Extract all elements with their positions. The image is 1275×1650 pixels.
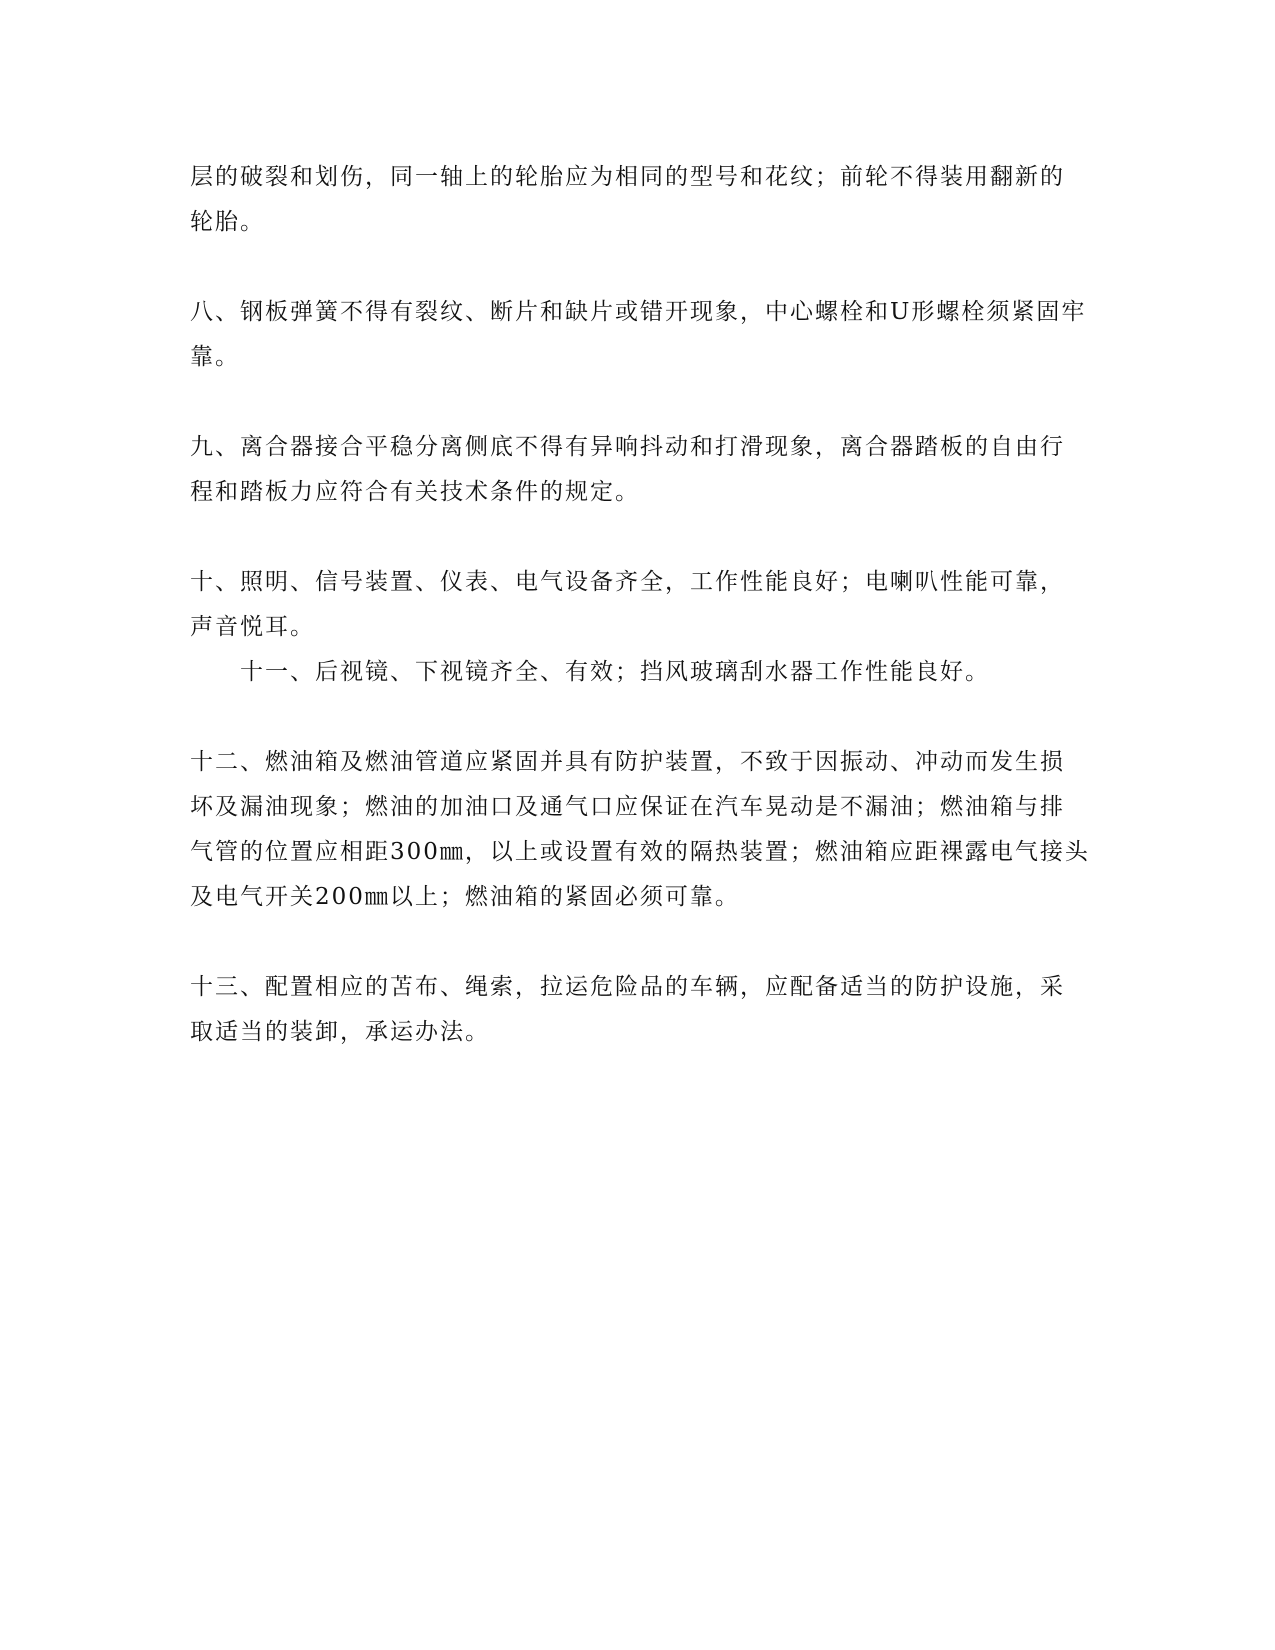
text-line: 靠。 [190,344,240,370]
text-line: 十一、后视镜、下视镜齐全、有效；挡风玻璃刮水器工作性能良好。 [240,659,990,685]
text-line: 坏及漏油现象；燃油的加油口及通气口应保证在汽车晃动是不漏油；燃油箱与排 [190,794,1065,820]
text-line: 声音悦耳。 [190,614,315,640]
paragraph-tire-requirements [190,155,1090,245]
paragraph-spacer [190,515,1090,560]
paragraph-item-9-clutch [190,425,1090,515]
document-body [190,155,1090,1055]
text-line: 及电气开关200㎜以上；燃油箱的紧固必须可靠。 [190,884,740,910]
paragraph-spacer [190,920,1090,965]
text-line: 取适当的装卸，承运办法。 [190,1019,490,1045]
paragraph-spacer [190,695,1090,740]
text-line: 十二、燃油箱及燃油管道应紧固并具有防护装置，不致于因振动、冲动而发生损 [190,749,1065,775]
paragraph-item-8-leaf-spring [190,290,1090,380]
text-line: 十三、配置相应的苫布、绳索，拉运危险品的车辆，应配备适当的防护设施，采 [190,974,1065,1000]
text-line: 十、照明、信号装置、仪表、电气设备齐全，工作性能良好；电喇叭性能可靠， [190,569,1065,595]
paragraph-item-10-lighting [190,560,1090,650]
text-line: 程和踏板力应符合有关技术条件的规定。 [190,479,640,505]
text-line: 轮胎。 [190,209,265,235]
paragraph-spacer [190,245,1090,290]
text-line: 气管的位置应相距300㎜，以上或设置有效的隔热装置；燃油箱应距裸露电气接头 [190,839,1090,865]
paragraph-item-11-mirrors [190,650,1090,695]
paragraph-spacer [190,380,1090,425]
paragraph-item-12-fuel-tank [190,740,1090,920]
paragraph-item-13-tarpaulin [190,965,1090,1055]
text-line: 九、离合器接合平稳分离侧底不得有异响抖动和打滑现象，离合器踏板的自由行 [190,434,1065,460]
text-line: 层的破裂和划伤，同一轴上的轮胎应为相同的型号和花纹；前轮不得装用翻新的 [190,164,1065,190]
text-line: 八、钢板弹簧不得有裂纹、断片和缺片或错开现象，中心螺栓和U形螺栓须紧固牢 [190,299,1087,325]
